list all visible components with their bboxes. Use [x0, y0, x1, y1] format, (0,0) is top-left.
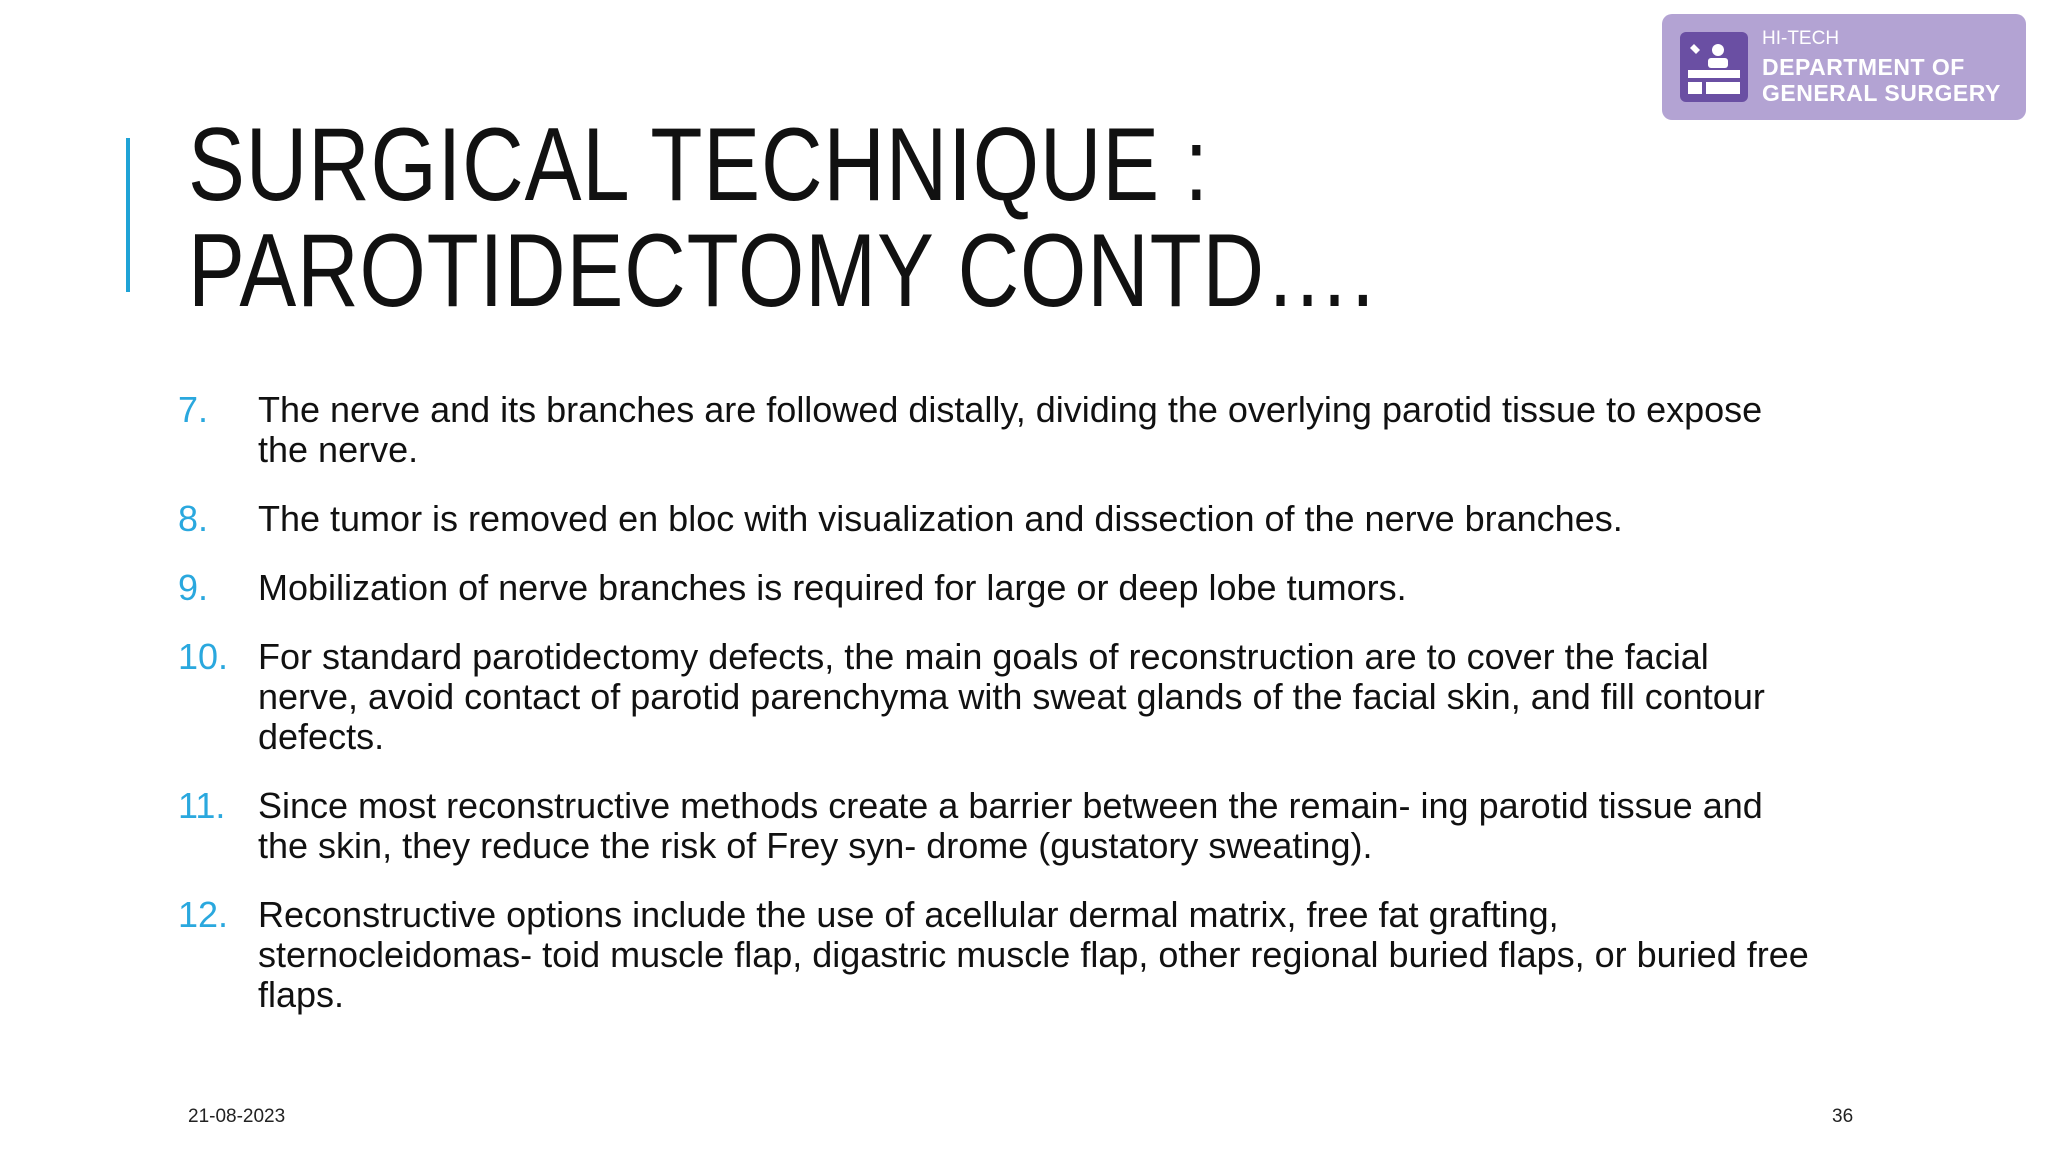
item-number: 11. — [178, 785, 226, 826]
item-text: For standard parotidectomy defects, the main goals of reconstruction are to cover the facial nerve, avoid contact of parotid parenchyma with sweat glands of the facial skin, and fill contour defects. — [258, 636, 1765, 757]
item-number: 9. — [178, 567, 209, 608]
logo-text — [1762, 28, 2001, 106]
department-logo — [1662, 14, 2026, 120]
list-item — [178, 499, 1818, 539]
technique-steps-list — [178, 390, 1818, 1044]
title-line-1: SURGICAL TECHNIQUE : — [188, 107, 1209, 223]
item-number: 12. — [178, 894, 229, 935]
list-item — [178, 637, 1818, 757]
title-line-2: PAROTIDECTOMY CONTD…. — [188, 213, 1376, 329]
logo-department: DEPARTMENT OF — [1762, 54, 1965, 80]
item-number: 8. — [178, 498, 209, 539]
item-number: 7. — [178, 389, 209, 430]
surgery-icon — [1680, 32, 1748, 102]
item-number: 10. — [178, 636, 229, 677]
item-text: The nerve and its branches are followed distally, dividing the overlying parotid tissue to expose the nerve. — [258, 389, 1763, 470]
title-accent-bar — [126, 138, 130, 292]
list-item — [178, 786, 1818, 866]
list-item — [178, 390, 1818, 470]
page-number: 36 — [1832, 1106, 1854, 1127]
item-text: Since most reconstructive methods create a barrier between the remain- ing parotid tissue and the skin, they reduce the risk of Frey syn- drome (gustatory sweating). — [258, 785, 1763, 866]
list-item — [178, 895, 1818, 1015]
item-text: Mobilization of nerve branches is required for large or deep lobe tumors. — [258, 567, 1407, 608]
item-text: The tumor is removed en bloc with visualization and dissection of the nerve branches. — [258, 498, 1623, 539]
list-item — [178, 568, 1818, 608]
item-text: Reconstructive options include the use of acellular dermal matrix, free fat grafting, sternocleidomas- toid muscle flap, digastric muscle flap, other regional buried flaps, or buried free flaps. — [258, 894, 1809, 1015]
footer-date: 21-08-2023 — [188, 1106, 286, 1127]
slide-title — [188, 107, 1418, 329]
logo-general-surgery: GENERAL SURGERY — [1762, 80, 2001, 106]
logo-hitech: HI-TECH — [1762, 28, 1840, 49]
